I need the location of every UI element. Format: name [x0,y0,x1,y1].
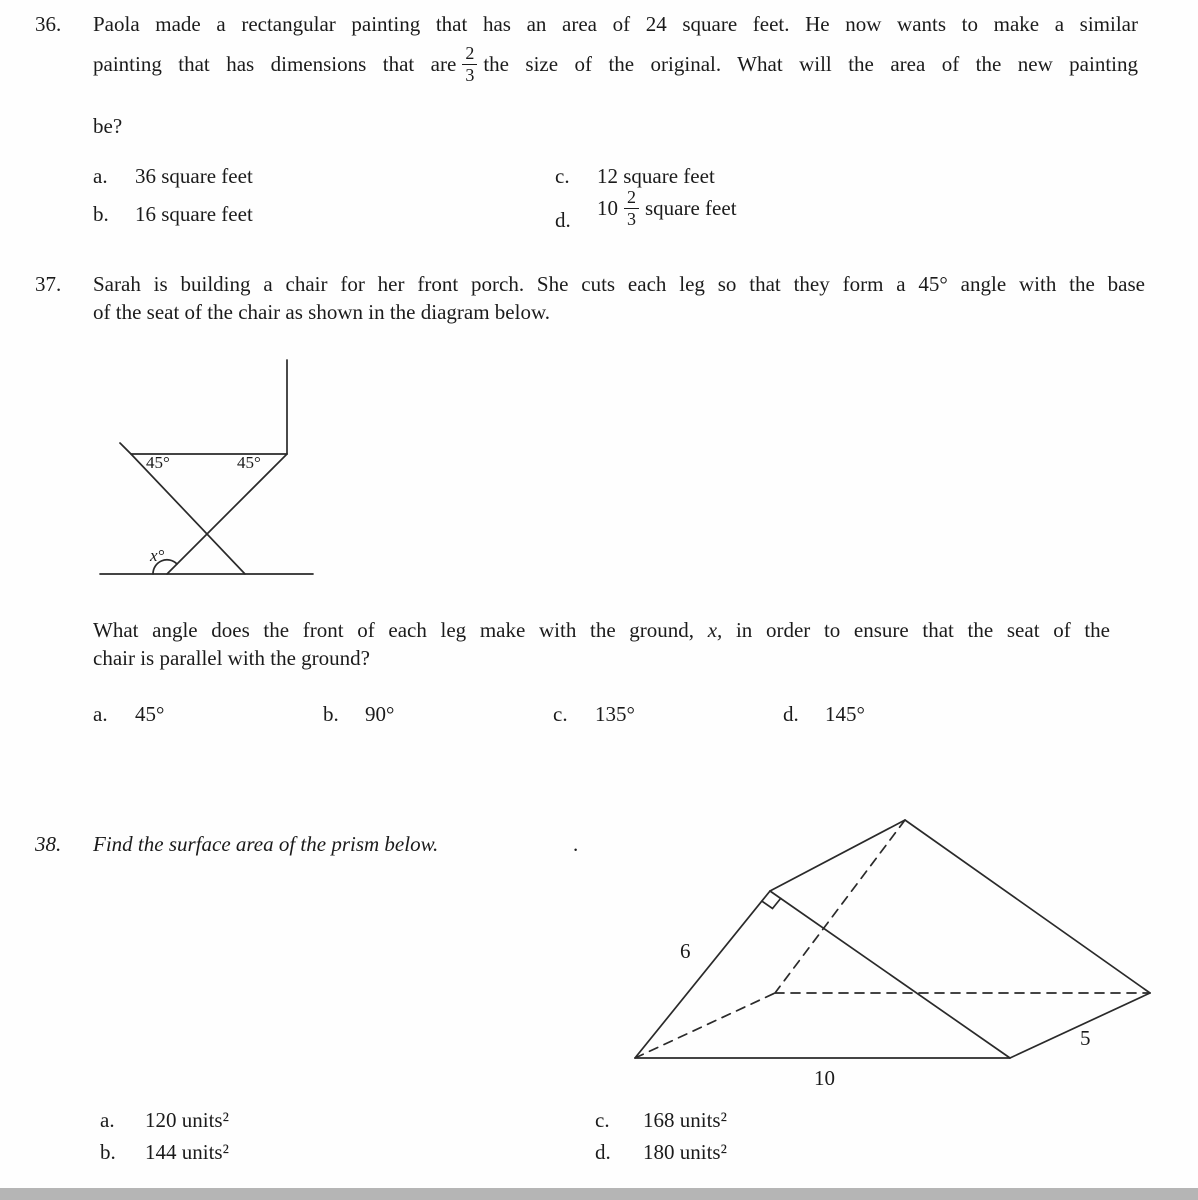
right-angle-mark [762,898,781,908]
q37-question-post: in order to ensure that the seat of the [735,618,1111,642]
fraction-denominator: 3 [465,64,475,85]
right-angle-label: 45° [237,453,261,472]
question-37-intro-line1: Sarah is building a chair for her front porch. She cuts each leg so that they form a 45° angle with the base [93,272,1145,296]
q38-option-b-text: 144 units² [145,1140,229,1164]
triangular-prism-diagram [620,803,1180,1098]
prism-top-lateral-edge [770,820,905,891]
question-38-prompt: Find the surface area of the prism below. [93,832,439,856]
prism-base-label: 10 [814,1066,835,1090]
prism-hidden-back-left-edge [775,820,905,993]
prism-front-left-edge [635,891,770,1058]
q38-option-d-label: d. [595,1140,611,1164]
q36-option-d-post: square feet [645,196,737,221]
q36-option-c-text: 12 square feet [597,164,715,188]
prism-hidden-left-lateral-edge [635,993,775,1058]
prism-front-hypotenuse-edge [770,891,1010,1058]
scan-edge-artifact [0,1188,1198,1200]
prism-slant-label: 6 [680,939,691,963]
question-36-line3: be? [93,114,123,138]
question-37-question-line2: chair is parallel with the ground? [93,646,370,670]
q38-option-a-label: a. [100,1108,115,1132]
question-37-intro-line2: of the seat of the chair as shown in the diagram below. [93,300,550,324]
prism-back-hypotenuse-edge [905,820,1150,993]
prism-depth-label: 5 [1080,1026,1091,1050]
q37-option-d-label: d. [783,702,799,726]
seat-end-tick [120,443,131,454]
question-36 [35,12,1155,262]
fraction-two-thirds [462,44,477,85]
question-36-line2 [93,43,1138,87]
q38-option-c-text: 168 units² [643,1108,727,1132]
question-37-question-line1 [93,618,1110,643]
q37-option-b-text: 90° [365,702,395,726]
q36-option-d-label: d. [555,208,571,232]
question-36-line2-pre: painting that has dimensions that are [93,52,457,77]
q37-option-c-text: 135° [595,702,635,726]
question-36-line1: Paola made a rectangular painting that has an area of 24 square feet. He now wants to make a similar [93,12,1138,36]
q37-option-a-label: a. [93,702,108,726]
q36-option-a-label: a. [93,164,108,188]
question-36-line2-post: the size of the original. What will the area of the new painting [483,52,1138,77]
left-angle-label: 45° [146,453,170,472]
fraction-numerator: 2 [624,188,639,209]
q36-option-d-pre: 10 [597,196,618,221]
ground-angle-label: x° [150,546,165,565]
question-37 [35,272,1175,772]
fraction-numerator: 2 [462,44,477,65]
q38-option-a-text: 120 units² [145,1108,229,1132]
q36-option-b-text: 16 square feet [135,202,253,226]
q38-option-d-text: 180 units² [643,1140,727,1164]
question-38-number: 38. [35,832,62,856]
fraction-denominator: 3 [627,208,636,229]
question-36-number: 36. [35,12,62,36]
q37-option-b-label: b. [323,702,339,726]
q37-option-d-text: 145° [825,702,865,726]
q36-option-d-text [597,187,737,231]
q38-option-b-label: b. [100,1140,116,1164]
q38-option-c-label: c. [595,1108,610,1132]
stray-dot-artifact: . [573,832,579,856]
q37-option-c-label: c. [553,702,568,726]
q37-variable-x: x, [707,618,723,642]
chair-leg-angle-diagram [95,354,320,589]
q36-option-c-label: c. [555,164,570,188]
q37-question-pre: What angle does the front of each leg make with the ground, [93,618,695,642]
fraction-two-thirds [624,188,639,229]
question-37-number: 37. [35,272,62,296]
q37-option-a-text: 45° [135,702,165,726]
q36-option-a-text: 36 square feet [135,164,253,188]
q36-option-b-label: b. [93,202,109,226]
